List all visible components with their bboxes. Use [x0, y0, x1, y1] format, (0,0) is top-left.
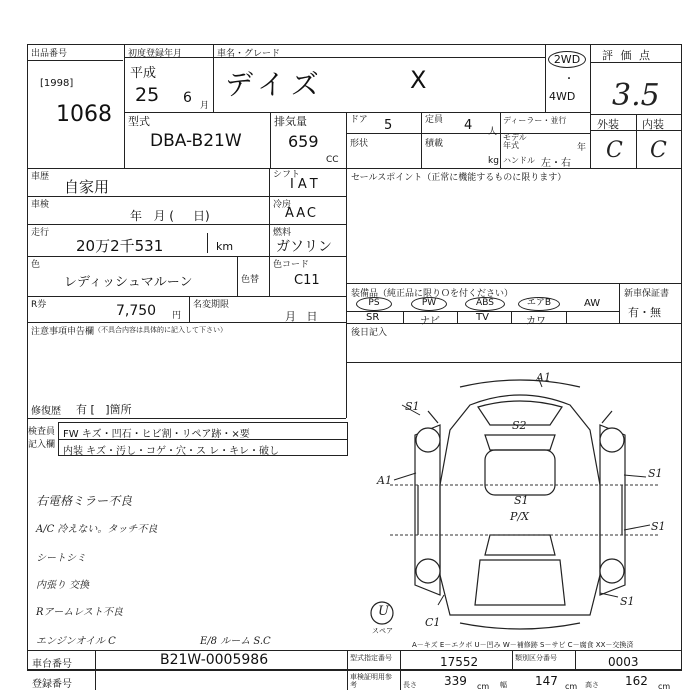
handwritten-note-4: 内張り 交換: [36, 580, 90, 591]
notes-sub: （不具合内容は具体的に記入して下さい）: [94, 326, 227, 334]
width: 147: [535, 674, 558, 688]
divider: [124, 44, 125, 168]
mark-roof: S2: [512, 419, 527, 432]
exterior-grade: C: [606, 138, 623, 163]
shift-label: シフト: [273, 170, 301, 180]
back-label: 後日記入: [351, 328, 388, 338]
damage-legend: A－キズ E－エクボ U－凹み W－補修跡 S－サビ C－腐食 XX－交換済: [412, 641, 634, 649]
first-reg-label: 初度登録年月: [128, 49, 183, 59]
handwritten-note-6: エンジンオイル C: [36, 636, 116, 647]
reg-year: 25: [135, 84, 160, 106]
divider: [27, 224, 346, 225]
width-unit: cm: [565, 682, 578, 691]
handle-label: ハンドル: [503, 156, 535, 165]
score-label: 評 価 点: [602, 49, 652, 62]
usage-label: 車歴: [31, 172, 50, 182]
handwritten-extra: E/8 ルーム S.C: [200, 636, 271, 647]
repair-label: 修復歴: [31, 406, 61, 417]
divider: [636, 114, 637, 168]
displacement: 659: [288, 132, 319, 151]
divider: [347, 670, 682, 671]
mark-left-mid: A1: [377, 474, 392, 487]
chassis-label: 車台番号: [32, 659, 72, 670]
divider: [346, 323, 682, 324]
divider: [346, 168, 347, 418]
doors-label: ドア: [350, 115, 368, 125]
person-unit: 人: [488, 127, 498, 137]
color: レディッシュマルーン: [64, 275, 193, 290]
interior-grade: C: [650, 138, 667, 163]
load-label: 積載: [425, 139, 444, 149]
divider: [27, 60, 123, 61]
lot-number: 1068: [56, 102, 112, 127]
divider: [545, 44, 546, 112]
divider: [421, 112, 422, 168]
drive-4wd: 4WD: [549, 90, 576, 103]
km-unit: km: [216, 240, 234, 253]
cert-label: 車検証明用参考: [350, 673, 392, 689]
inspector-row2: 内装 キズ・汚し・コゲ・穴・ス レ・キレ・破し: [63, 446, 280, 457]
mark-left-bottom: C1: [425, 616, 441, 629]
divider: [346, 112, 347, 168]
model: DBA-B21W: [150, 131, 242, 151]
divider: [346, 283, 682, 284]
divider: [269, 168, 270, 296]
color-change-label: 色替: [241, 275, 260, 285]
handwritten-note-3: シートシミ: [36, 553, 86, 564]
mark-right-low: S1: [651, 520, 666, 533]
color-code: C11: [294, 273, 320, 288]
new-warranty-label: 新車保証書: [624, 289, 670, 299]
mark-center: S1: [514, 494, 529, 507]
divider: [512, 650, 513, 670]
height: 162: [625, 674, 648, 688]
ac: AAC: [285, 206, 318, 221]
length-unit: cm: [477, 682, 490, 691]
car-name: デイズ: [225, 68, 325, 101]
inspection-value: 年 月 ( 日): [130, 209, 210, 223]
equip-leather: カワ: [526, 316, 546, 327]
recycle: 7,750: [116, 303, 157, 319]
year-unit: 年: [577, 143, 587, 153]
type-class: 0003: [608, 655, 639, 669]
notes-label: 注意事項申告欄: [31, 327, 95, 337]
divider: [403, 311, 404, 323]
handle-value: 左・右: [541, 158, 571, 169]
mark-right-mid: S1: [648, 467, 663, 480]
equip-abs: ABS: [465, 297, 505, 311]
cc-unit: CC: [326, 155, 339, 165]
divider: [270, 112, 271, 168]
type-spec-label: 型式指定番号: [350, 654, 392, 662]
mileage-label: 走行: [31, 228, 50, 238]
fuel-label: 燃料: [273, 228, 292, 238]
new-warranty-value: 有・無: [628, 306, 661, 319]
capacity-label: 定員: [425, 115, 444, 125]
equip-navi: ナビ: [420, 316, 440, 327]
reg-month: 6: [183, 90, 192, 106]
height-label: 高さ: [585, 681, 599, 689]
recycle-label: R券: [31, 300, 47, 310]
divider: [213, 44, 214, 112]
width-label: 幅: [500, 681, 507, 689]
lot-year: [1998]: [40, 78, 74, 89]
era: 平成: [130, 66, 157, 81]
divider: [511, 311, 512, 323]
divider: [619, 283, 620, 323]
equip-airbag: エアB: [518, 297, 560, 311]
name-change-value: 月 日: [285, 310, 318, 323]
divider: [95, 650, 96, 690]
fuel: ガソリン: [276, 239, 332, 255]
name-change-label: 名変期限: [193, 300, 230, 310]
shape-label: 形状: [350, 139, 369, 149]
doors: 5: [384, 118, 393, 133]
registration-label: 登録番号: [32, 679, 72, 690]
capacity: 4: [464, 118, 473, 133]
grade: X: [410, 66, 427, 94]
divider: [27, 296, 346, 297]
spare-label: スペア: [372, 627, 393, 635]
length: 339: [444, 674, 467, 688]
equip-ps: PS: [356, 297, 392, 311]
mark-wheel: U: [378, 604, 389, 619]
type-spec: 17552: [440, 655, 479, 669]
month-unit: 月: [200, 101, 210, 111]
equip-sr: SR: [366, 312, 380, 323]
handwritten-note-1: 右電格ミラー不良: [36, 494, 133, 508]
length-label: 長さ: [403, 681, 417, 689]
model-year-label: モデル年式: [503, 133, 527, 150]
mark-right-bottom: S1: [620, 595, 635, 608]
divider: [457, 311, 458, 323]
divider: [124, 57, 545, 58]
divider: [346, 362, 682, 363]
equipment-label: 装備品（純正品に限りＯを付ください）: [351, 289, 514, 299]
divider: [500, 112, 501, 168]
handwritten-note-5: Rアームレスト不良: [36, 607, 123, 618]
mark-top: A1: [536, 371, 551, 384]
divider: [189, 296, 190, 322]
handwritten-note-2: A/C 冷えない。タッチ不良: [36, 524, 158, 535]
divider: [27, 670, 347, 671]
displacement-label: 排気量: [274, 115, 307, 128]
divider: [566, 311, 567, 323]
interior-label: 内装: [642, 118, 664, 131]
name-grade-label: 車名・グレード: [217, 49, 281, 59]
color-label: 色: [31, 260, 41, 270]
lot-label: 出品番号: [31, 49, 68, 59]
inspector-label: 検査員 記入欄: [28, 427, 56, 450]
mark-center-sub: P/X: [510, 510, 529, 523]
dealer-label: ディーラー・並行: [503, 116, 567, 125]
divider: [27, 650, 682, 651]
ac-label: 冷房: [273, 200, 292, 210]
divider: [27, 418, 346, 419]
repair-value: 有 [ ]箇所: [76, 403, 132, 416]
exterior-label: 外装: [597, 118, 619, 131]
model-label: 型式: [128, 115, 150, 128]
divider: [346, 133, 590, 134]
inspector-row1: FW キズ・凹石・ヒビ割・リペア跡・×要: [63, 429, 250, 440]
mark-left-top: S1: [405, 400, 420, 413]
kg-unit: kg: [488, 156, 499, 166]
equip-tv: TV: [476, 312, 489, 323]
equip-pw: PW: [411, 297, 447, 311]
shift: IAT: [290, 177, 322, 192]
divider: [27, 168, 682, 169]
equip-aw: AW: [584, 298, 601, 309]
color-code-label: 色コード: [273, 260, 310, 270]
yen-unit: 円: [172, 311, 182, 321]
chassis: B21W-0005986: [160, 652, 269, 668]
usage: 自家用: [64, 178, 110, 196]
drive-2wd: 2WD: [548, 51, 586, 68]
mileage: 20万2千531: [76, 237, 164, 255]
sales-point-label: セールスポイント（正常に機能するものに限ります）: [351, 173, 567, 183]
divider: [237, 256, 238, 296]
inspection-label: 車検: [31, 200, 50, 210]
score: 3.5: [612, 78, 660, 113]
divider: [207, 233, 208, 253]
type-class-label: 類別区分番号: [515, 654, 557, 662]
height-unit: cm: [658, 682, 671, 691]
drive-separator: ・: [564, 74, 574, 85]
divider: [575, 650, 576, 670]
